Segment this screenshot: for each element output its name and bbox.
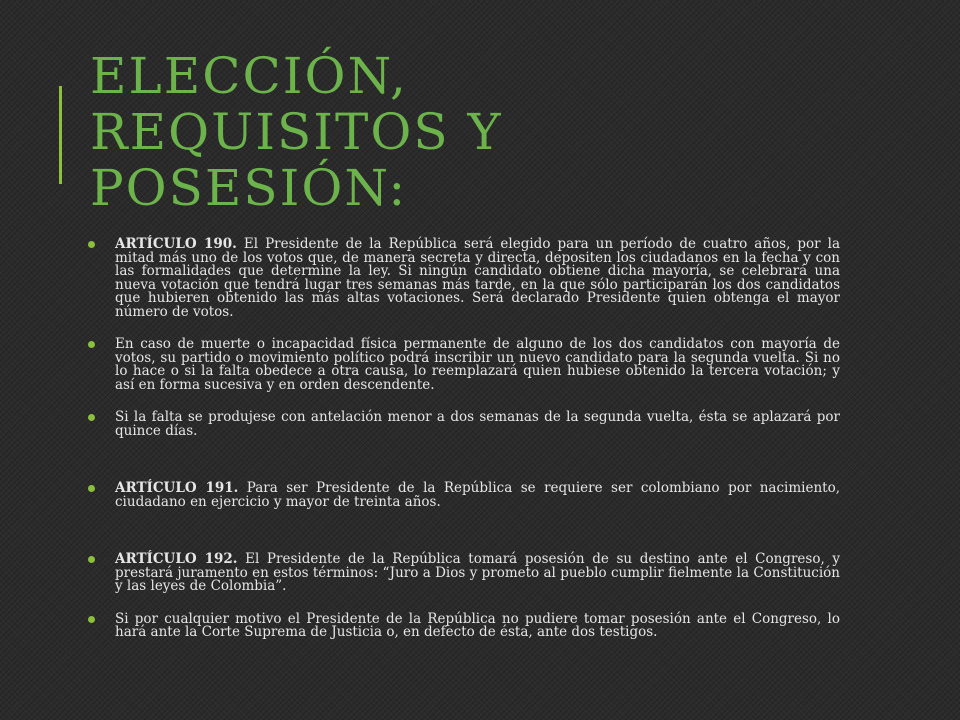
article-label: ARTÍCULO 190. bbox=[115, 236, 237, 252]
title-line: REQUISITOS Y bbox=[90, 103, 503, 161]
title-line: POSESIÓN: bbox=[90, 159, 408, 217]
bullet-item-articulo-190 bbox=[88, 238, 840, 319]
bullet-item-muerte-incapacidad bbox=[88, 338, 840, 392]
article-label: ARTÍCULO 191. bbox=[115, 480, 239, 496]
bullet-text: Si por cualquier motivo el Presidente de la República no pudiere tomar posesión ante el Congreso, lo hará ante la Corte Suprema de Justicia o, en defecto de ésta, ante dos testigos. bbox=[115, 610, 840, 640]
bullet-item-articulo-191 bbox=[88, 482, 840, 509]
bullet-text: En caso de muerte o incapacidad física permanente de alguno de los dos candidatos con mayoría de votos, su partido o movimiento político podrá inscribir un nuevo candidato para la segunda vuelta. Si no lo hace o si la falta obedece a otra causa, lo reemplazará quien hubiese obtenido la tercera votación; y así en forma sucesiva y en orden descendente. bbox=[115, 336, 840, 393]
bullet-item-articulo-192 bbox=[88, 553, 840, 594]
title-accent-bar bbox=[59, 86, 62, 184]
bullet-item-aplazamiento bbox=[88, 411, 840, 438]
article-label: ARTÍCULO 192. bbox=[115, 551, 238, 567]
title-line: ELECCIÓN, bbox=[90, 47, 408, 105]
slide-title bbox=[90, 48, 910, 216]
bullet-text: Para ser Presidente de la República se requiere ser colombiano por nacimiento, ciudadano en ejercicio y mayor de treinta años. bbox=[115, 480, 840, 510]
bullet-text: Si la falta se produjese con antelación menor a dos semanas de la segunda vuelta, ésta se aplazará por quince días. bbox=[115, 409, 840, 439]
bullet-text: El Presidente de la República tomará posesión de su destino ante el Congreso, y prestará juramento en estos términos: “Juro a Dios y prometo al pueblo cumplir fielmente la Constitución y las leyes de Colombia”. bbox=[115, 551, 840, 594]
bullet-text: El Presidente de la República será elegido para un período de cuatro años, por la mitad más uno de los votos que, de manera secreta y directa, depositen los ciudadanos en la fecha y con las formalidades que determine la ley. Si ningún candidato obtiene dicha mayoría, se celebrará una nueva votación que tendrá lugar tres semanas más tarde, en la que sólo participarán los dos candidatos que hubieren obtenido las más altas votaciones. Será declarado Presidente quien obtenga el mayor número de votos. bbox=[115, 236, 841, 320]
bullet-list bbox=[88, 238, 840, 640]
bullet-item-posesion-corte bbox=[88, 610, 840, 640]
